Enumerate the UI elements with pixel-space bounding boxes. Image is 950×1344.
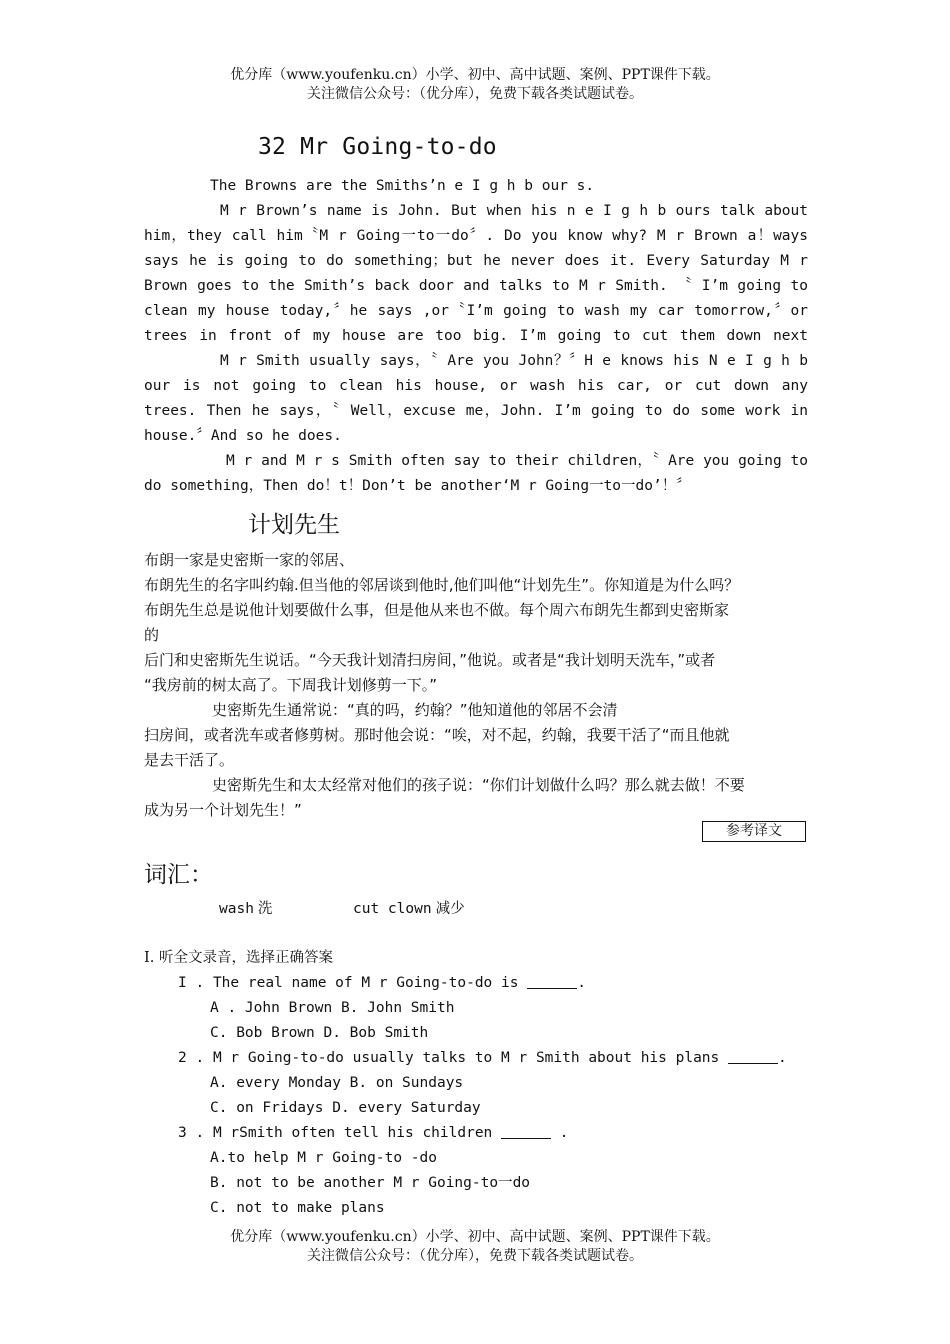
- vocab-item: [219, 898, 272, 920]
- english-line: M r Smith usually says，〝 Are you John？〞H e knows his N e I g h b: [220, 353, 808, 369]
- question-text: M rSmith often tell his children: [212, 1125, 493, 1141]
- answer-option[interactable]: C. Bob Brown D. Bob Smith: [210, 1025, 429, 1041]
- question-number: 2 .: [178, 1050, 205, 1066]
- reference-translation-button[interactable]: 参考译文: [702, 821, 806, 842]
- english-line: Brown goes to the Smith’s back door and talks to M r Smith. 〝 I’m going to: [144, 278, 808, 294]
- quiz-section-title: I. 听全文录音，选择正确答案: [144, 950, 333, 966]
- english-line: The Browns are the Smiths’n e I g h b our s.: [210, 178, 595, 194]
- chinese-line: 成为另一个计划先生！”: [144, 801, 302, 819]
- lesson-title: 32 Mr Going-to-do: [258, 134, 497, 160]
- vocab-heading: 词汇：: [144, 862, 213, 888]
- chinese-line: 的: [144, 626, 160, 644]
- question-end: .: [577, 975, 586, 991]
- answer-option[interactable]: C. not to make plans: [210, 1200, 385, 1216]
- answer-option[interactable]: B. not to be another M r Going-to一do: [210, 1175, 531, 1191]
- chinese-line: 是去干活了。: [144, 751, 235, 769]
- vocab-item: [353, 898, 465, 920]
- vocab-word: wash: [219, 901, 254, 917]
- chinese-line: 布朗一家是史密斯一家的邻居、: [144, 551, 355, 569]
- chinese-title: 计划先生: [248, 512, 340, 538]
- footer-line-1: 优分库（www.youfenku.cn）小学、初中、高中试题、案例、PPT课件下载。: [230, 1229, 720, 1245]
- vocab-meaning: 减少: [435, 901, 465, 917]
- chinese-line: 史密斯先生和太太经常对他们的孩子说：“你们计划做什么吗？那么就去做！不要: [212, 776, 745, 794]
- chinese-line: 布朗先生的名字叫约翰.但当他的邻居谈到他时,他们叫他“计划先生”。你知道是为什么吗？: [144, 576, 740, 594]
- question: [144, 1121, 844, 1146]
- vocab-word: cut clown: [353, 901, 432, 917]
- footer-line-2: 关注微信公众号：（优分库），免费下载各类试题试卷。: [307, 1248, 643, 1264]
- answer-option[interactable]: C. on Fridays D. every Saturday: [210, 1100, 481, 1116]
- question-end: .: [551, 1125, 569, 1141]
- question-text: M r Going-to-do usually talks to M r Smith about his plans: [212, 1050, 720, 1066]
- page-header: [0, 66, 950, 104]
- english-line: M r and M r s Smith often say to their children，〝 Are you going to: [226, 453, 808, 469]
- answer-option[interactable]: A . John Brown B. John Smith: [210, 1000, 455, 1016]
- answer-blank[interactable]: [527, 974, 577, 989]
- answer-option[interactable]: A.to help M r Going-to -do: [210, 1150, 437, 1166]
- chinese-line: 史密斯先生通常说：“真的吗，约翰？”他知道他的邻居不会清: [212, 701, 618, 719]
- question: [144, 971, 844, 996]
- question-text: The real name of M r Going-to-do is: [212, 975, 519, 991]
- english-line: trees in front of my house are too big. I’m going to cut them down next: [144, 328, 808, 344]
- english-line: trees. Then he says，〝 Well，excuse me，John. I’m going to do some work in: [144, 403, 808, 419]
- question: [144, 1046, 844, 1071]
- english-line: house.〞And so he does.: [144, 428, 342, 444]
- question-end: .: [778, 1050, 787, 1066]
- chinese-line: 后门和史密斯先生说话。“今天我计划清扫房间，”他说。或者是“我计划明天洗车，”或者: [144, 651, 716, 669]
- english-line: our is not going to clean his house, or wash his car, or cut down any: [144, 378, 808, 394]
- answer-blank[interactable]: [501, 1124, 551, 1139]
- english-line: M r Brown’s name is John. But when his n e I g h b ours talk about: [220, 203, 808, 219]
- answer-blank[interactable]: [728, 1049, 778, 1064]
- answer-option[interactable]: A. every Monday B. on Sundays: [210, 1075, 464, 1091]
- vocab-meaning: 洗: [257, 901, 273, 917]
- chinese-line: “我房前的树太高了。下周我计划修剪一下。”: [144, 676, 438, 694]
- english-line: do something，Then do！t！Don’t be another‘M r Going一to一do’！〞: [144, 478, 691, 494]
- english-line: clean my house today,〞he says ,or〝I’m going to wash my car tomorrow,〞or: [144, 303, 808, 319]
- question-number: 3 .: [178, 1125, 205, 1141]
- english-passage: [144, 174, 808, 499]
- header-line-1: 优分库（www.youfenku.cn）小学、初中、高中试题、案例、PPT课件下载。: [230, 67, 720, 83]
- chinese-translation: [144, 548, 824, 823]
- header-line-2: 关注微信公众号：（优分库），免费下载各类试题试卷。: [307, 86, 643, 102]
- english-line: says he is going to do something；but he never does it. Every Saturday M r: [144, 253, 808, 269]
- page-footer: [0, 1228, 950, 1266]
- quiz-section: [144, 946, 844, 1221]
- chinese-line: 布朗先生总是说他计划要做什么事，但是他从来也不做。每个周六布朗先生都到史密斯家: [144, 601, 730, 619]
- question-number: I .: [178, 975, 205, 991]
- chinese-line: 扫房间，或者洗车或者修剪树。那时他会说：“唉，对不起，约翰，我要干活了“而且他就: [144, 726, 730, 744]
- english-line: him，they call him〝M r Going一to一do〞. Do you know why? M r Brown a！ways: [144, 228, 808, 244]
